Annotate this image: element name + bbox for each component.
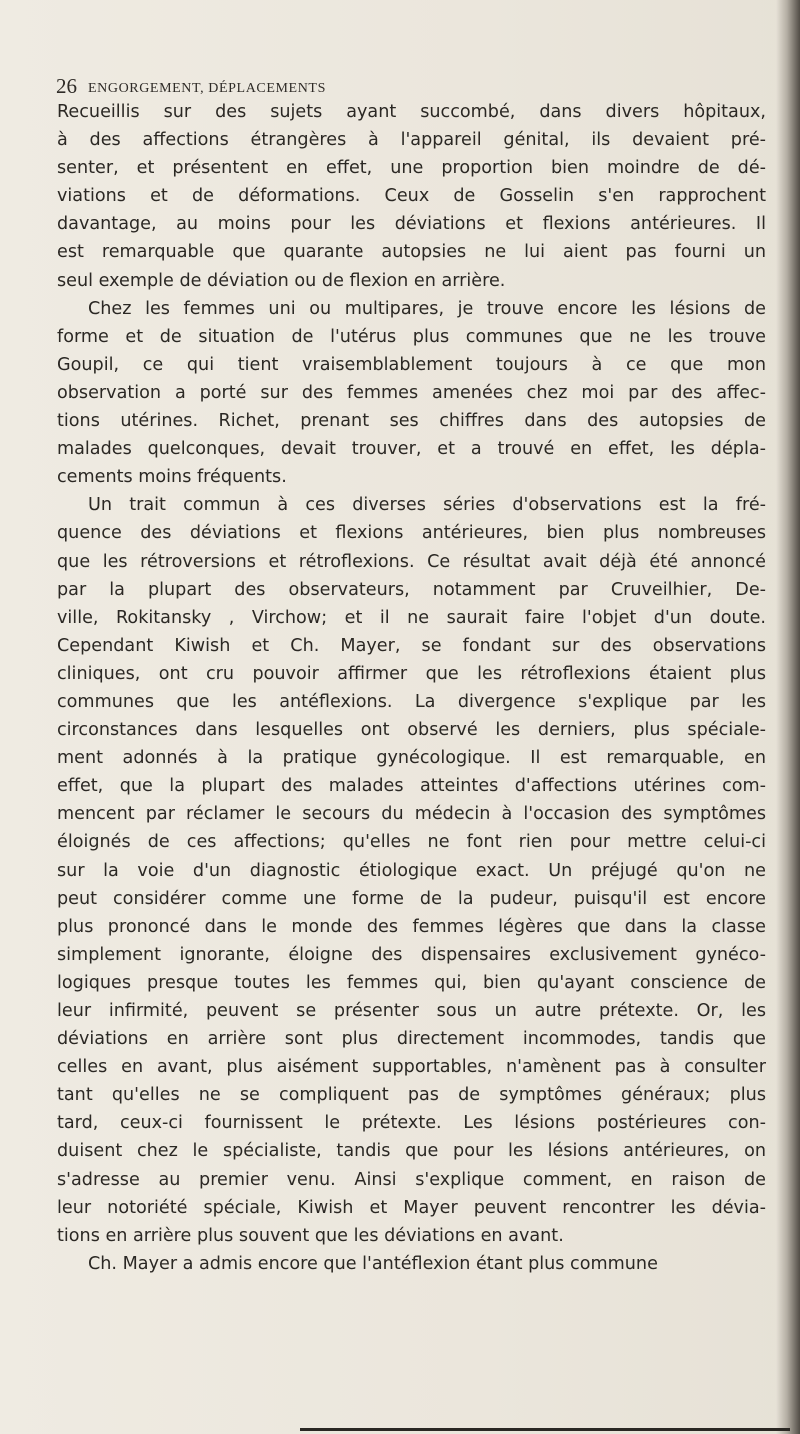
text-line: duisent chez le spécialiste, tandis que pour les lésions antérieures, on <box>57 1141 766 1162</box>
text-line: cliniques, ont cru pouvoir affirmer que les rétroflexions étaient plus <box>57 663 766 684</box>
text-line: malades quelconques, devait trouver, et a trouvé en effet, les dépla- <box>57 439 766 460</box>
text-line: seul exemple de déviation ou de flexion en arrière. <box>57 270 506 291</box>
text-line: tant qu'elles ne se compliquent pas de symptômes généraux; plus <box>57 1085 766 1106</box>
text-line: leur infirmité, peuvent se présenter sous un autre prétexte. Or, les <box>57 1001 766 1021</box>
text-line: Chez les femmes uni ou multipares, je trouve encore les lésions de <box>88 298 766 319</box>
text-line: observation a porté sur des femmes amenées chez moi par des affec- <box>57 382 766 403</box>
text-line: simplement ignorante, éloigne des dispensaires exclusivement gynéco- <box>57 944 766 965</box>
text-line: par la plupart des observateurs, notamment par Cruveilhier, De- <box>57 579 766 600</box>
page-edge-shadow <box>776 0 800 1434</box>
text-line: davantage, au moins pour les déviations et flexions antérieures. Il <box>57 214 766 235</box>
text-line: peut considérer comme une forme de la pudeur, puisqu'il est encore <box>57 888 766 909</box>
text-line: Goupil, ce qui tient vraisemblablement toujours à ce que mon <box>57 354 766 375</box>
text-line: tions en arrière plus souvent que les déviations en avant. <box>57 1225 564 1246</box>
text-line: quence des déviations et flexions antérieures, bien plus nombreuses <box>57 523 766 544</box>
text-line: Recueillis sur des sujets ayant succombé, dans divers hôpitaux, <box>57 102 766 122</box>
text-line: que les rétroversions et rétroflexions. Ce résultat avait déjà été annoncé <box>57 551 766 572</box>
text-line: sur la voie d'un diagnostic étiologique exact. Un préjugé qu'on ne <box>57 860 766 881</box>
text-line: s'adresse au premier venu. Ainsi s'explique comment, en raison de <box>57 1169 766 1190</box>
page-number: 26 <box>56 74 77 98</box>
text-line: effet, que la plupart des malades atteintes d'affections utérines com- <box>57 776 766 797</box>
text-line: Cependant Kiwish et Ch. Mayer, se fondant sur des observations <box>57 635 766 656</box>
text-line: est remarquable que quarante autopsies ne lui aient pas fourni un <box>57 242 766 263</box>
text-line: logiques presque toutes les femmes qui, bien qu'ayant conscience de <box>57 972 766 993</box>
text-line: viations et de déformations. Ceux de Gosselin s'en rapprochent <box>57 186 766 207</box>
text-line: Ch. Mayer a admis encore que l'antéflexion étant plus commune <box>88 1253 658 1274</box>
text-line: circonstances dans lesquelles ont observé les derniers, plus spéciale- <box>57 720 766 741</box>
text-line: plus prononcé dans le monde des femmes légères que dans la classe <box>57 916 766 937</box>
bottom-edge-rule <box>300 1428 790 1431</box>
text-line: communes que les antéflexions. La divergence s'explique par les <box>57 691 766 712</box>
text-line: senter, et présentent en effet, une proportion bien moindre de dé- <box>57 158 766 179</box>
text-line: cements moins fréquents. <box>57 467 287 488</box>
text-line: leur notoriété spéciale, Kiwish et Mayer peuvent rencontrer les dévia- <box>57 1197 766 1218</box>
text-line: Un trait commun à ces diverses séries d'observations est la fré- <box>88 495 766 516</box>
text-line: tard, ceux-ci fournissent le prétexte. Les lésions postérieures con- <box>57 1113 766 1134</box>
running-head: ENGORGEMENT, DÉPLACEMENTS <box>88 81 326 96</box>
text-line: mencent par réclamer le secours du médecin à l'occasion des symptômes <box>57 804 766 825</box>
text-line: éloignés de ces affections; qu'elles ne font rien pour mettre celui-ci <box>57 832 766 853</box>
text-line: ment adonnés à la pratique gynécologique. Il est remarquable, en <box>57 748 766 769</box>
text-line: à des affections étrangères à l'appareil génital, ils devaient pré- <box>57 130 766 151</box>
text-line: déviations en arrière sont plus directement incommodes, tandis que <box>57 1029 766 1050</box>
text-line: ville, Rokitansky , Virchow; et il ne saurait faire l'objet d'un doute. <box>57 607 766 628</box>
text-line: tions utérines. Richet, prenant ses chiffres dans des autopsies de <box>57 411 766 432</box>
body-text <box>57 98 766 1278</box>
text-line: forme et de situation de l'utérus plus communes que ne les trouve <box>57 326 766 347</box>
text-line: celles en avant, plus aisément supportables, n'amènent pas à consulter <box>57 1057 766 1078</box>
